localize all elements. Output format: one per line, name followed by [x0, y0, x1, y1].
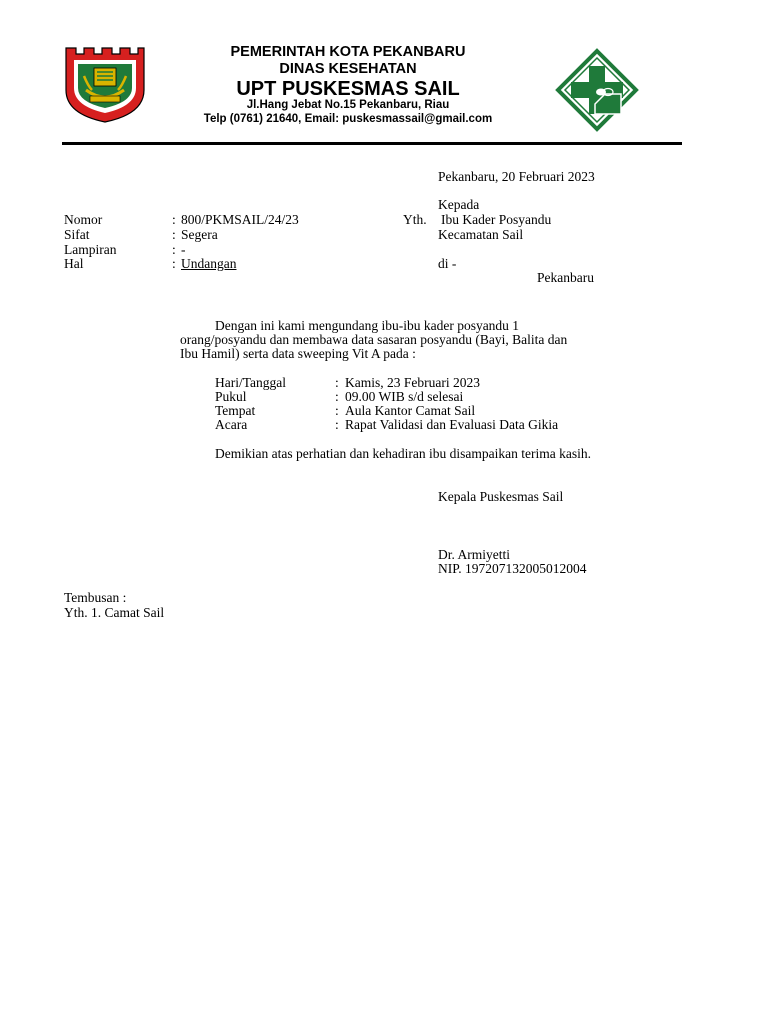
meta-sifat-value: Segera — [181, 227, 218, 242]
detail-place-sep: : — [335, 403, 339, 418]
letter-date: Pekanbaru, 20 Februari 2023 — [438, 169, 595, 184]
recipient-city: Pekanbaru — [537, 270, 594, 285]
meta-nomor-sep: : — [172, 212, 176, 227]
recipient-kepada: Kepada — [438, 197, 480, 212]
recipient-area: Kecamatan Sail — [438, 227, 524, 242]
header-institution: UPT PUSKESMAS SAIL — [236, 78, 460, 100]
meta-lampiran-label: Lampiran — [64, 242, 117, 257]
header-divider — [62, 142, 682, 145]
puskesmas-cross-icon — [555, 48, 639, 132]
detail-date-label: Hari/Tanggal — [215, 375, 287, 390]
meta-nomor-value: 800/PKMSAIL/24/23 — [181, 212, 299, 227]
detail-time-sep: : — [335, 389, 339, 404]
header-contact: Telp (0761) 21640, Email: puskesmassail@gmail.com — [203, 113, 493, 125]
recipient-yth: Yth. — [403, 212, 427, 227]
tembusan-item: Yth. 1. Camat Sail — [64, 605, 165, 620]
signature-name: Dr. Armiyetti — [438, 547, 510, 562]
meta-hal-label: Hal — [64, 256, 84, 271]
header-government: PEMERINTAH KOTA PEKANBARU — [230, 44, 466, 60]
recipient-di: di - — [438, 256, 457, 271]
detail-agenda-value: Rapat Validasi dan Evaluasi Data Gikia — [345, 417, 559, 432]
meta-sifat-sep: : — [172, 227, 176, 242]
meta-lampiran-sep: : — [172, 242, 176, 257]
detail-agenda-label: Acara — [215, 417, 248, 432]
tembusan-heading: Tembusan : — [64, 590, 127, 605]
city-crest-icon — [64, 46, 146, 126]
body-opening-line2: orang/posyandu dan membawa data sasaran posyandu (Bayi, Balita dan — [180, 332, 568, 347]
signature-nip: NIP. 197207132005012004 — [438, 561, 587, 576]
meta-hal-sep: : — [172, 256, 176, 271]
header-address: Jl.Hang Jebat No.15 Pekanbaru, Riau — [246, 99, 450, 111]
meta-hal-value: Undangan — [181, 256, 237, 271]
body-closing: Demikian atas perhatian dan kehadiran ibu disampaikan terima kasih. — [215, 446, 591, 461]
detail-place-value: Aula Kantor Camat Sail — [345, 403, 476, 418]
body-opening-line1: Dengan ini kami mengundang ibu-ibu kader posyandu 1 — [215, 318, 520, 333]
detail-time-label: Pukul — [215, 389, 247, 404]
recipient-name: Ibu Kader Posyandu — [441, 212, 552, 227]
meta-sifat-label: Sifat — [64, 227, 90, 242]
detail-date-value: Kamis, 23 Februari 2023 — [345, 375, 480, 390]
meta-lampiran-value: - — [181, 242, 186, 257]
detail-date-sep: : — [335, 375, 339, 390]
signature-title: Kepala Puskesmas Sail — [438, 489, 564, 504]
detail-time-value: 09.00 WIB s/d selesai — [345, 389, 464, 404]
header-department: DINAS KESEHATAN — [279, 61, 417, 77]
detail-place-label: Tempat — [215, 403, 256, 418]
body-opening-line3: Ibu Hamil) serta data sweeping Vit A pada : — [180, 346, 416, 361]
detail-agenda-sep: : — [335, 417, 339, 432]
meta-nomor-label: Nomor — [64, 212, 103, 227]
